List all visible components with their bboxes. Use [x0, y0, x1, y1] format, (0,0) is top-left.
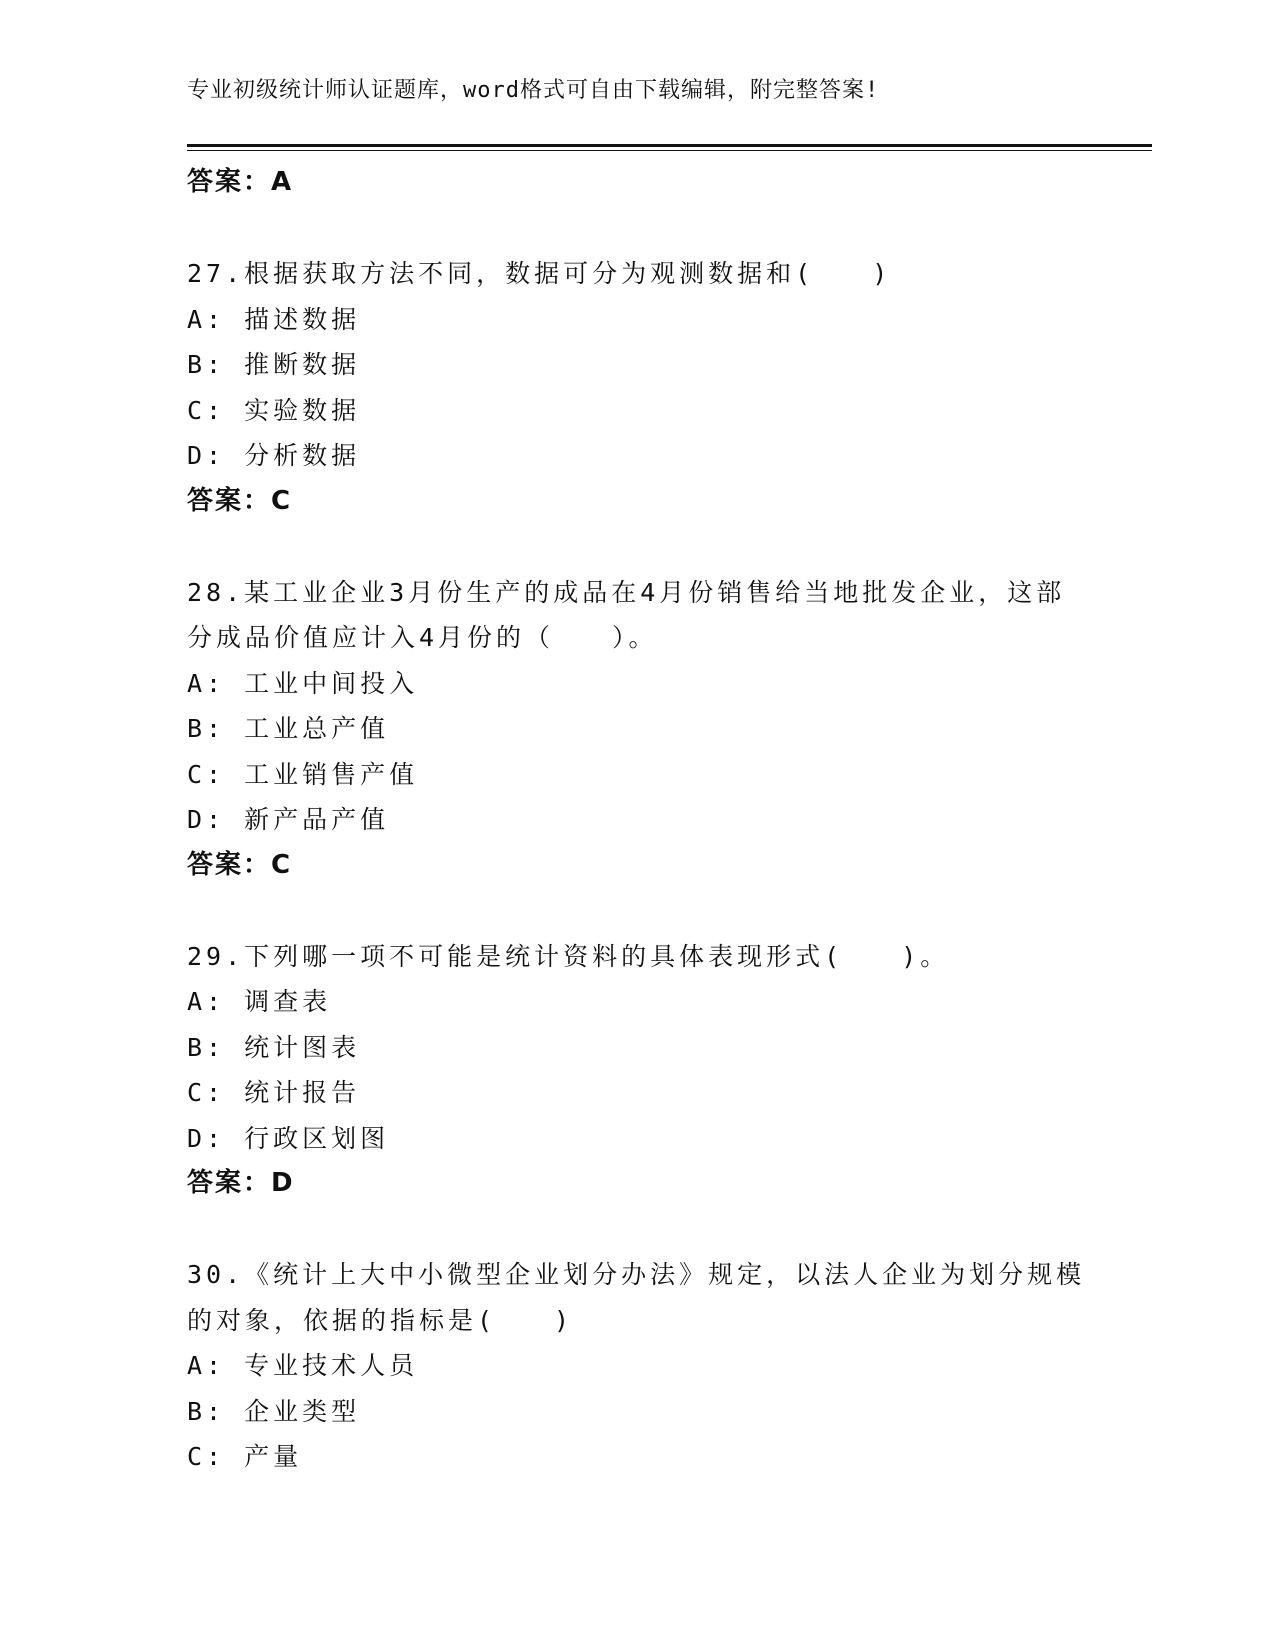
spacer: [187, 524, 1087, 570]
option-b: B: 工业总产值: [187, 714, 390, 743]
option-a: A: 描述数据: [187, 304, 361, 334]
header-rule-thin: [187, 150, 1152, 151]
option-d: D: 行政区划图: [187, 1123, 390, 1153]
option-d: D: 新产品产值: [187, 805, 390, 834]
question-27: [187, 251, 1087, 524]
answer: 答案：C: [187, 485, 293, 516]
option-a: A: 工业中间投入: [187, 668, 419, 698]
answer: 答案：D: [187, 1168, 295, 1198]
header-rule-thick: [187, 144, 1152, 147]
document-content: [187, 160, 1087, 1480]
question-stem: 28.某工业企业3月份生产的成品在4月份销售给当地批发企业，这部: [187, 577, 1066, 607]
option-c: C: 工业销售产值: [187, 759, 419, 789]
question-stem: 30.《统计上大中小微型企业划分办法》规定，以法人企业为划分规模: [187, 1260, 1086, 1289]
option-a: A: 专业技术人员: [187, 1351, 419, 1380]
spacer: [187, 888, 1087, 934]
option-c: C: 产量: [187, 1442, 303, 1471]
option-d: D: 分析数据: [187, 441, 361, 470]
option-a: A: 调查表: [187, 987, 332, 1016]
page-header: 专业初级统计师认证题库，word格式可自由下载编辑，附完整答案!: [187, 78, 880, 103]
question-stem: 27.根据获取方法不同，数据可分为观测数据和( ): [187, 259, 892, 288]
option-b: B: 企业类型: [187, 1396, 361, 1426]
question-29: [187, 934, 1087, 1207]
option-b: B: 统计图表: [187, 1032, 361, 1062]
option-c: C: 实验数据: [187, 395, 361, 425]
question-stem: 29.下列哪一项不可能是统计资料的具体表现形式( )。: [187, 941, 950, 971]
answer-26: 答案：A: [187, 167, 294, 197]
question-30: [187, 1252, 1087, 1480]
answer: 答案：C: [187, 849, 293, 880]
spacer: [187, 206, 1087, 252]
option-c: C: 统计报告: [187, 1078, 361, 1107]
option-b: B: 推断数据: [187, 350, 361, 379]
question-stem-continued: 的对象，依据的指标是( ): [187, 1305, 574, 1335]
question-28: [187, 570, 1087, 889]
question-stem-continued: 分成品价值应计入4月份的（ ）。: [187, 623, 658, 652]
spacer: [187, 1207, 1087, 1253]
